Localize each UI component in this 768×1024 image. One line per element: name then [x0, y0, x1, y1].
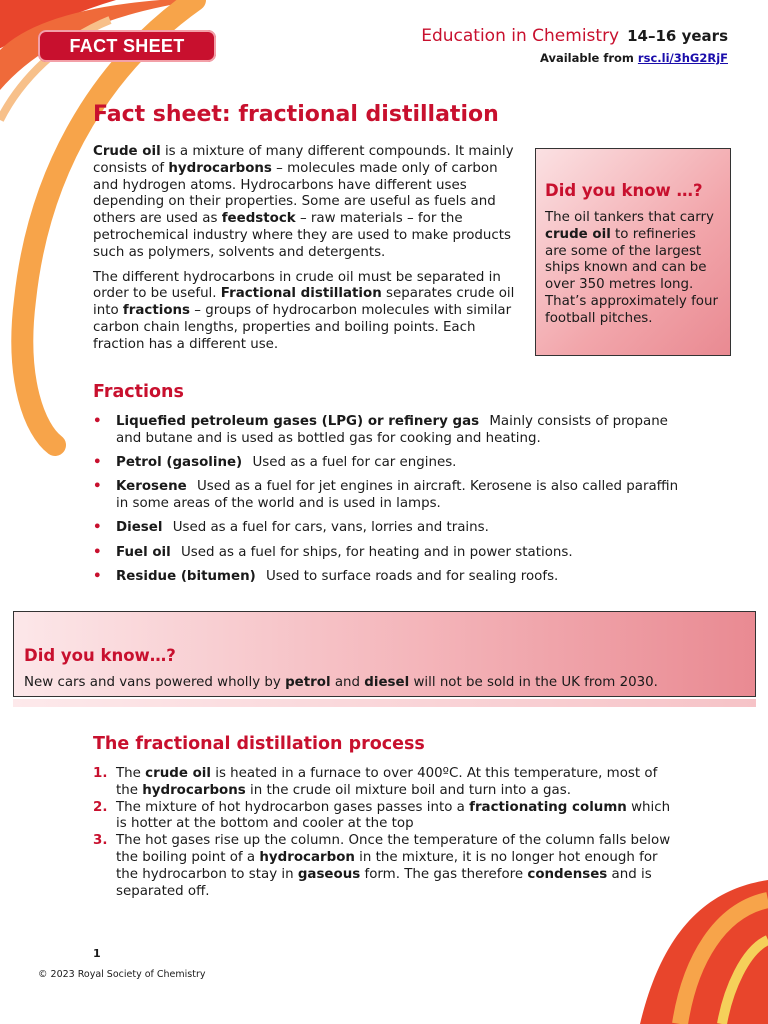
text-run: which is hotter at the bottom and cooler at the top	[116, 799, 671, 832]
text-run: The hot gases rise up the column. Once the temperature of the column falls below the boiling point of a	[116, 833, 671, 865]
text-run: and is separated off.	[116, 866, 652, 899]
key-term: fractionating column	[469, 799, 627, 815]
key-term: gaseous	[297, 866, 361, 882]
key-term: condenses	[527, 866, 608, 882]
fractions-list	[93, 414, 683, 593]
process-steps	[93, 766, 683, 900]
banner-heading: Did you know…?	[24, 646, 176, 665]
text-run: – raw materials – for the petrochemical industry where they are used to make products such as polymers, solvents and detergents.	[93, 211, 512, 260]
brand-name: Education in Chemistry	[421, 26, 620, 46]
available-label: Available from	[539, 51, 634, 65]
text-run: The oil tankers that carry	[545, 210, 714, 225]
intro-paragraph-1	[93, 144, 525, 262]
fraction-description: Mainly consists of propane and butane and is used as bottled gas for cooking and heating.	[116, 414, 668, 446]
text-run: form. The gas therefore	[360, 866, 528, 882]
text-run: New cars and vans powered wholly by	[24, 675, 286, 690]
text-run: is a mixture of many different compounds. It mainly consists of	[93, 144, 514, 176]
did-you-know-sidebox	[535, 148, 731, 356]
fraction-name: Diesel	[116, 520, 163, 536]
text-run: is heated in a furnace to over 400ºC. At this temperature, most of the	[116, 766, 658, 798]
brand-line	[421, 26, 728, 46]
text-run: will not be sold in the UK from 2030.	[409, 675, 658, 690]
page-number: 1	[93, 947, 101, 960]
page-title: Fact sheet: fractional distillation	[93, 102, 499, 127]
step-number: 1.	[93, 766, 108, 781]
key-term: diesel	[364, 675, 410, 690]
process-step	[93, 833, 683, 900]
fraction-description: Used as a fuel for cars, vans, lorries and trains.	[168, 520, 489, 536]
text-run: in the crude oil mixture boil and turn into a gas.	[245, 782, 571, 798]
text-run: separates crude oil into	[93, 286, 515, 319]
fraction-item	[93, 414, 683, 448]
key-term: crude oil	[545, 226, 611, 242]
fraction-name: Fuel oil	[116, 544, 171, 560]
text-run: and	[330, 675, 365, 690]
process-step	[93, 766, 683, 800]
fraction-description: Used as a fuel for jet engines in aircraft. Kerosene is also called paraffin in some areas of the world and is used in lamps.	[116, 479, 679, 512]
step-number: 3.	[93, 833, 108, 849]
did-you-know-banner	[13, 611, 756, 697]
fraction-item	[93, 545, 683, 562]
text-run: The different hydrocarbons in crude oil must be separated in order to be useful.	[93, 269, 501, 302]
key-term: hydrocarbons	[142, 782, 246, 798]
key-term: petrol	[285, 675, 331, 690]
text-run: The mixture of hot hydrocarbon gases passes into a	[116, 799, 470, 815]
key-term: crude oil	[145, 766, 211, 781]
fraction-name: Liquefied petroleum gases (LPG) or refinery gas	[116, 414, 480, 429]
availability	[421, 51, 728, 65]
age-range: 14–16 years	[627, 27, 728, 45]
intro-section	[93, 144, 525, 362]
fraction-name: Petrol (gasoline)	[116, 455, 243, 471]
intro-paragraph-2	[93, 270, 525, 354]
text-run: – molecules made only of carbon and hydrogen atoms. Hydrocarbons have different uses depending on their properties. Some are useful as fuels and others are used as	[93, 160, 498, 227]
fraction-name: Kerosene	[116, 479, 187, 495]
key-term: fractions	[122, 303, 191, 319]
process-heading: The fractional distillation process	[93, 734, 425, 754]
text-run: The	[116, 766, 146, 781]
fraction-item	[93, 479, 683, 513]
fraction-description: Used as a fuel for ships, for heating and in power stations.	[176, 544, 573, 560]
resource-link[interactable]: rsc.li/3hG2RjF	[637, 51, 728, 65]
fraction-description: Used to surface roads and for sealing roofs.	[261, 569, 559, 585]
key-term: Crude oil	[93, 144, 161, 159]
key-term: hydrocarbon	[259, 849, 355, 865]
key-term: hydrocarbons	[168, 160, 272, 176]
copyright: © 2023 Royal Society of Chemistry	[38, 969, 206, 980]
brand-header	[421, 26, 728, 65]
text-run: in the mixture, it is no longer hot enough for the hydrocarbon to stay in	[116, 849, 658, 882]
text-run: – groups of hydrocarbon molecules with similar carbon chain lengths, properties and boiling points. Each fraction has a different use.	[93, 303, 512, 352]
text-run: to refineries are some of the largest ships known and can be over 350 metres long. That’s approximately four football pitches.	[545, 226, 718, 326]
key-term: Fractional distillation	[220, 286, 382, 302]
sidebox-body	[545, 210, 720, 328]
fraction-item	[93, 455, 683, 472]
banner-shadow	[13, 699, 756, 707]
banner-body	[24, 675, 755, 690]
process-step	[93, 800, 683, 834]
fact-sheet-badge: FACT SHEET	[38, 30, 216, 62]
fraction-name: Residue (bitumen)	[116, 569, 256, 585]
fraction-item	[93, 569, 683, 586]
step-number: 2.	[93, 799, 108, 815]
key-term: feedstock	[221, 211, 296, 227]
fraction-description: Used as a fuel for car engines.	[248, 455, 457, 471]
fractions-heading: Fractions	[93, 382, 184, 402]
fraction-item	[93, 520, 683, 537]
sidebox-heading: Did you know …?	[545, 181, 703, 200]
